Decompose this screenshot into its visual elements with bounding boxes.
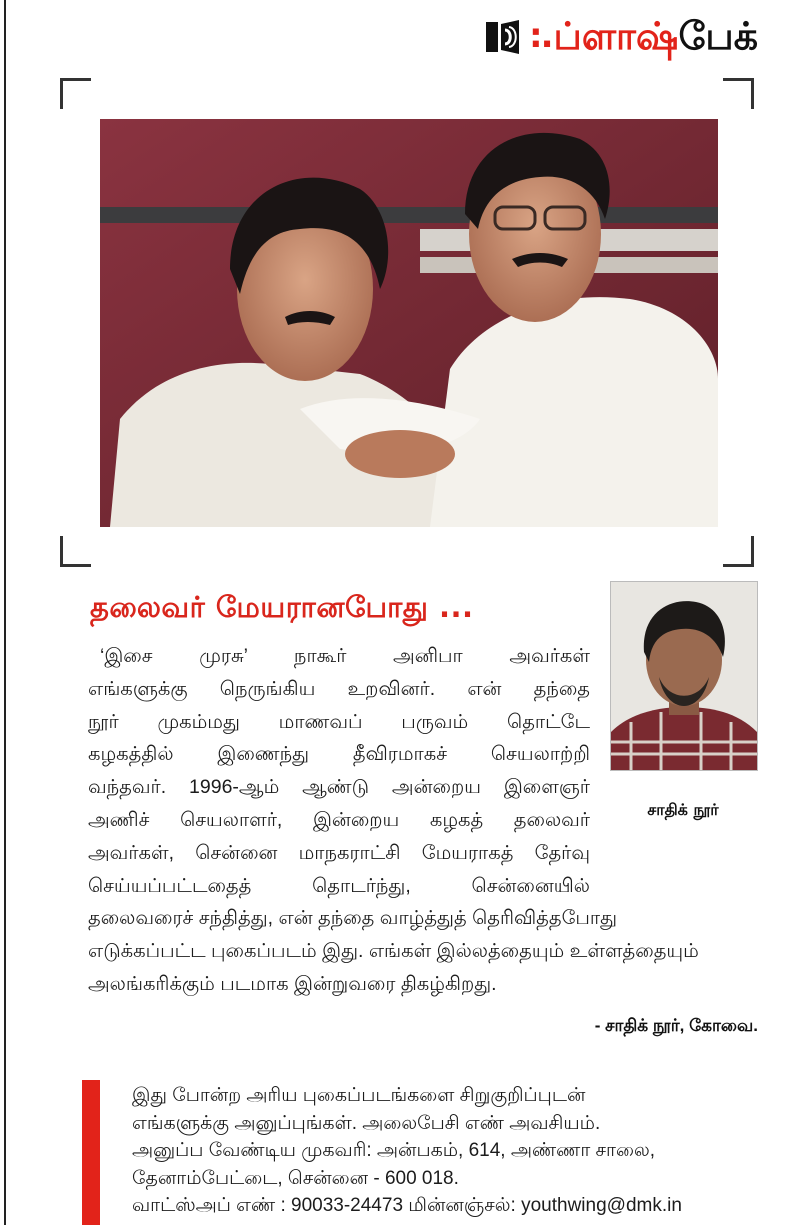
page-edge-rule (4, 0, 6, 1225)
body-line: கழகத்தில் இணைந்து தீவிரமாகச் செயலாற்றி (88, 743, 590, 766)
author-photo (610, 581, 758, 771)
article-title: தலைவர் மேயரானபோது ... (90, 590, 474, 624)
logo-word-black: பேக் (678, 14, 758, 58)
body-line: தலைவரைச் சந்தித்து, என் தந்தை வாழ்த்துத் தெரிவித்தபோது (88, 907, 618, 929)
frame-corner-bottom-right (723, 536, 754, 567)
main-photograph (100, 119, 718, 527)
body-line: ‘இசை முரசு’ நாகூர் அனிபா அவர்கள் (100, 645, 590, 667)
notice-line: வாட்ஸ்அப் எண் : 90033-24473 மின்னஞ்சல்: youthwing@dmk.in (132, 1195, 682, 1216)
body-line: அலங்கரிக்கும் படமாக இன்றுவரை திகழ்கிறது. (88, 973, 497, 995)
body-line: வந்தவர். 1996-ஆம் ஆண்டு அன்றைய இளைஞர் (88, 776, 590, 799)
frame-corner-bottom-left (60, 536, 91, 567)
body-line: செய்யப்பட்டதைத் தொடர்ந்து, சென்னையில் (88, 874, 590, 897)
author-name-caption: சாதிக் நூர் (647, 800, 719, 819)
article-body-narrow (88, 640, 590, 902)
flashback-logo (485, 10, 758, 62)
submission-text (132, 1082, 762, 1220)
body-line: அணிச் செயலாளர், இன்றைய கழகத் தலைவர் (88, 808, 590, 831)
frame-corner-top-right (723, 78, 754, 109)
notice-line: அனுப்ப வேண்டிய முகவரி: அன்பகம், 614, அண்ணா சாலை, (132, 1140, 656, 1161)
accent-bar (82, 1080, 100, 1225)
notice-line: இது போன்ற அரிய புகைப்படங்களை சிறுகுறிப்புடன் (132, 1085, 586, 1106)
body-line: எடுக்கப்பட்ட புகைப்படம் இது. எங்கள் இல்லத்தையும் உள்ளத்தையும் (88, 940, 699, 962)
camera-icon (485, 16, 523, 56)
notice-line: எங்களுக்கு அனுப்புங்கள். அலைபேசி எண் அவசியம். (132, 1112, 601, 1134)
body-line: நூர் முகம்மது மாணவப் பருவம் தொட்டே (88, 710, 590, 733)
body-line: அவர்கள், சென்னை மாநகராட்சி மேயராகத் தேர்வு (88, 841, 590, 864)
frame-corner-top-left (60, 78, 91, 109)
notice-line: தேனாம்பேட்டை, சென்னை - 600 018. (132, 1167, 459, 1189)
logo-word-red: ப்ளாஷ் (553, 14, 679, 58)
logo-dots: :. (528, 16, 552, 56)
body-line: எங்களுக்கு நெருங்கிய உறவினர். என் தந்தை (88, 677, 590, 700)
submission-notice (82, 1080, 772, 1225)
article-body-wide (88, 902, 758, 1001)
article-signature: - சாதிக் நூர், கோவை. (594, 1016, 758, 1035)
